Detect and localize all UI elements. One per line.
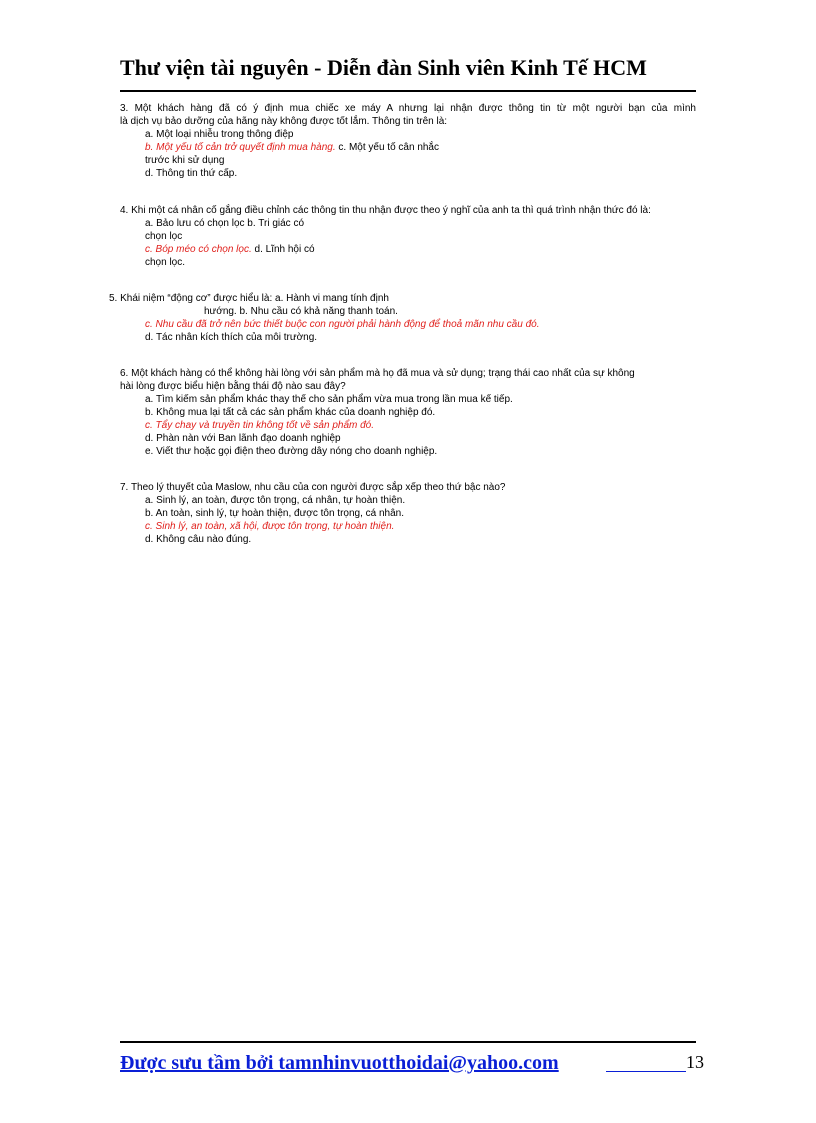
option-continuation: chọn lọc.	[145, 257, 186, 268]
page-title: Thư viện tài nguyên - Diễn đàn Sinh viên Kinh Tế HCM	[120, 55, 647, 80]
option-b: b. An toàn, sinh lý, tự hoàn thiện, được tôn trọng, cá nhân.	[145, 508, 404, 519]
correct-answer: c. Sinh lý, an toàn, xã hội, được tôn trọng, tự hoàn thiện.	[145, 521, 395, 532]
question-text: 6. Một khách hàng có thể không hài lòng với sản phẩm mà họ đã mua và sử dụng; trạng thái cao nhất của sự không	[120, 368, 635, 379]
footer-rule	[120, 1041, 696, 1043]
option-continuation: trước khi sử dụng	[145, 155, 225, 166]
option-b-c	[145, 141, 439, 154]
option-a: a. Một loại nhiễu trong thông điệp	[145, 129, 294, 140]
page-number: 13	[686, 1052, 704, 1072]
question-text: 3. Một khách hàng đã có ý định mua chiếc xe máy A nhưng lại nhận được thông tin từ một người bạn của mình	[120, 103, 696, 114]
question-text: 4. Khi một cá nhân cố gắng điều chỉnh các thông tin thu nhận được theo ý nghĩ của anh ta thì quá trình nhận thức đó là:	[120, 205, 651, 216]
option-e: e. Viết thư hoặc gọi điện theo đường dây nóng cho doanh nghiệp.	[145, 446, 438, 457]
header-rule	[120, 90, 696, 92]
option-text: d. Lĩnh hội có	[251, 244, 315, 255]
option-a: a. Sinh lý, an toàn, được tôn trọng, cá nhân, tự hoàn thiện.	[145, 495, 406, 506]
option-text: c. Một yếu tố cân nhắc	[335, 142, 439, 153]
correct-answer: c. Nhu cầu đã trở nên bức thiết buộc con người phải hành động để thoả mãn nhu cầu đó.	[145, 319, 540, 330]
question-text: là dịch vụ bảo dưỡng của hãng này không được tốt lắm. Thông tin trên là:	[120, 116, 448, 127]
footer-credit-link[interactable]: Được sưu tầm bởi tamnhinvuotthoidai@yahoo.com	[120, 1052, 559, 1074]
option-d: d. Không câu nào đúng.	[145, 534, 252, 545]
option-d: d. Phàn nàn với Ban lãnh đạo doanh nghiệp	[145, 433, 341, 444]
question-text: 5. Khái niệm “động cơ” được hiểu là: a. Hành vi mang tính định	[109, 293, 389, 304]
option-d: d. Thông tin thứ cấp.	[145, 168, 238, 179]
correct-answer: c. Bóp méo có chọn lọc.	[145, 244, 252, 255]
option-c-d	[145, 243, 315, 256]
option-b: b. Không mua lại tất cả các sản phẩm khác của doanh nghiệp đó.	[145, 407, 436, 418]
option-a-b: a. Bảo lưu có chọn lọc b. Tri giác có	[145, 218, 304, 229]
option-d: d. Tác nhân kích thích của môi trường.	[145, 332, 318, 343]
correct-answer: b. Một yếu tố cản trở quyết định mua hàng.	[145, 142, 336, 153]
correct-answer: c. Tẩy chay và truyền tin không tốt về sản phẩm đó.	[145, 420, 375, 431]
question-text: 7. Theo lý thuyết của Maslow, nhu cầu của con người được sắp xếp theo thứ bậc nào?	[120, 482, 506, 493]
option-continuation: chọn lọc	[145, 231, 183, 242]
question-text: hướng. b. Nhu cầu có khả năng thanh toán.	[204, 306, 398, 317]
footer-underline	[606, 1071, 686, 1072]
option-a: a. Tìm kiếm sản phẩm khác thay thế cho sản phẩm vừa mua trong lần mua kế tiếp.	[145, 394, 513, 405]
question-text: hài lòng được biểu hiện bằng thái độ nào sau đây?	[120, 381, 346, 392]
